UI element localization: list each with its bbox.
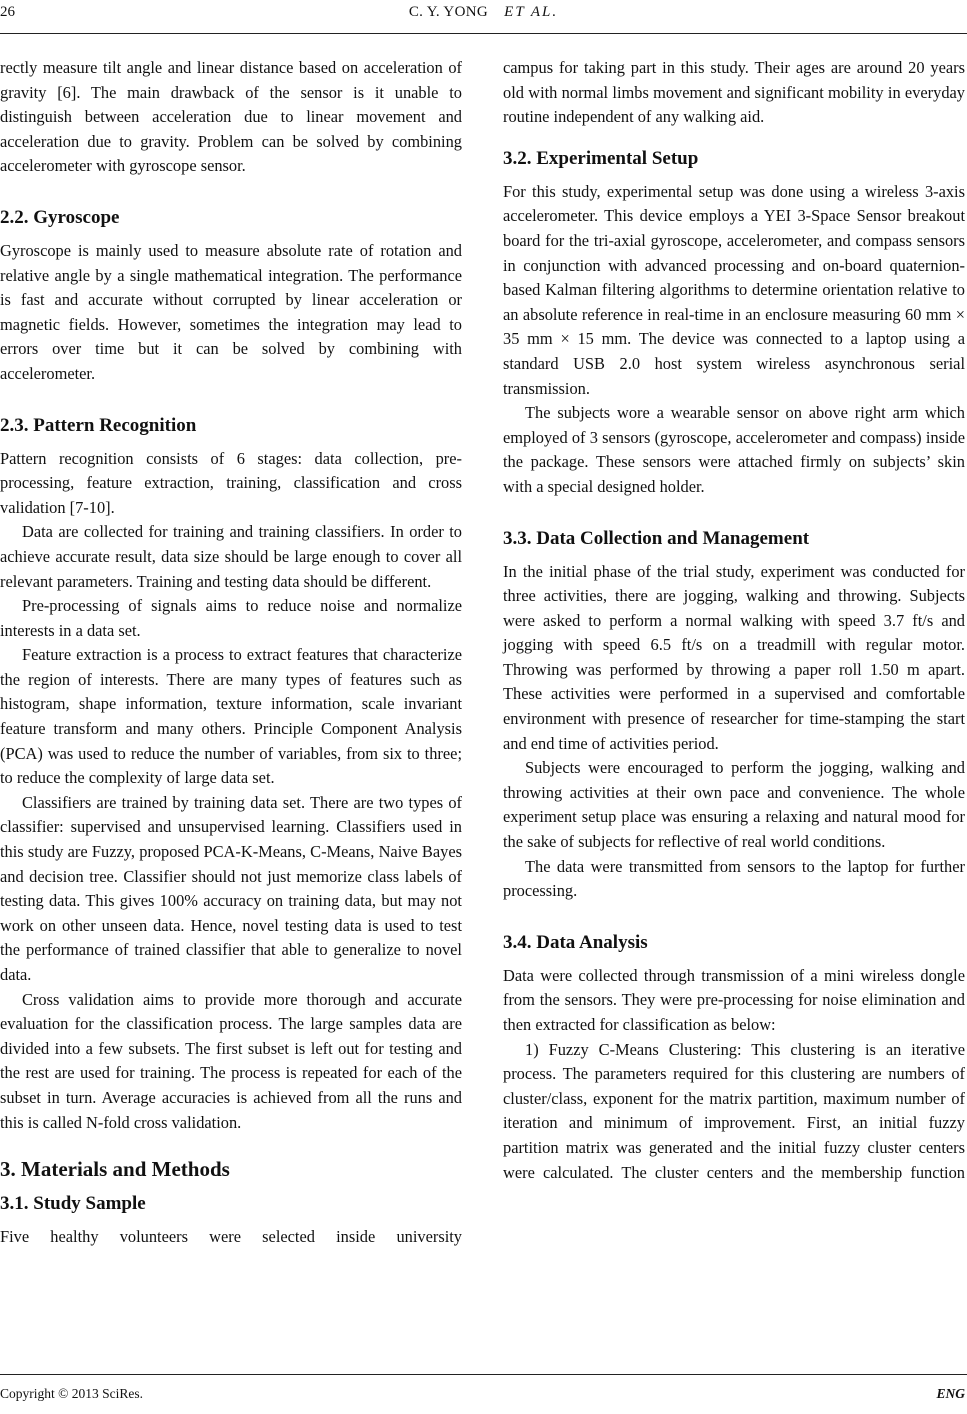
left-column [0,56,462,1250]
paragraph-intro: rectly measure tilt angle and linear distance based on acceleration of gravity [6]. The main drawback of the sensor is it unable to distinguish between acceleration due to linear movement and acceleration due to gravity. Problem can be solved by combining accelerometer with gyroscope sensor. [0,58,462,176]
journal-abbreviation: ENG [936,1386,965,1401]
heading-experimental-setup: 3.2. Experimental Setup [503,147,699,169]
page-number: 26 [0,4,15,20]
paragraph-pattern-1: Pattern recognition consists of 6 stages: data collection, pre-processing, feature extraction, training, classification and cross validation [7-10]. [0,448,462,517]
paragraph-pattern-3: Pre-processing of signals aims to reduce noise and normalize interests in a data set. [0,596,462,640]
paragraph-pattern-4: Feature extraction is a process to extract features that characterize the region of interests. There are many types of features such as histogram, shape information, texture information, scale invariant feature transform and many others. Principle Component Analysis (PCA) was used to reduce the number of variables, from six to three; to reduce the complexity of large data set. [0,645,462,788]
paragraph-analysis-2: 1) Fuzzy C-Means Clustering: This clustering is an iterative process. The parameters required for this clustering are numbers of cluster/class, exponent for the matrix partition, maximum number of iteration and minimum of improvement. First, an initial fuzzy partition matrix was generated and the initial fuzzy cluster centers were calculated. The cluster centers and the membership function [503,1039,965,1182]
heading-study-sample: 3.1. Study Sample [0,1193,146,1215]
paragraph-pattern-2: Data are collected for training and training classifiers. In order to achieve accurate result, data size should be large enough to cover all relevant parameters. Training and testing data should be different. [0,522,462,591]
running-head-etal: ET AL. [504,4,559,20]
right-column [503,56,965,1185]
paragraph-setup-2: The subjects wore a wearable sensor on above right arm which employed of 3 sensors (gyroscope, accelerometer and compass) inside the package. These sensors were attached firmly on subjects’ skin with a special designed holder. [503,403,965,496]
footer-rule [0,1374,967,1375]
heading-pattern-recognition: 2.3. Pattern Recognition [0,414,197,436]
heading-gyroscope: 2.2. Gyroscope [0,206,120,228]
running-head [0,4,967,21]
paragraph-analysis-1: Data were collected through transmission of a mini wireless dongle from the sensors. They were pre-processing for noise elimination and then extracted for classification as below: [503,965,965,1034]
heading-data-analysis: 3.4. Data Analysis [503,931,648,953]
heading-data-collection: 3.3. Data Collection and Management [503,527,810,549]
paragraph-pattern-6: Cross validation aims to provide more thorough and accurate evaluation for the classification process. The large samples data are divided into a few subsets. The first subset is left out for testing and the rest are used for training. The process is repeated for each of the subset in turn. Average accuracies is achieved from all the runs and this is called N-fold cross validation. [0,989,462,1132]
copyright-notice: Copyright © 2013 SciRes. [0,1386,144,1401]
running-head-authors: C. Y. YONG [408,4,488,20]
paragraph-collection-2: Subjects were encouraged to perform the jogging, walking and throwing activities at their own pace and convenience. The whole experiment setup place was ensuring a relaxing and natural mood for the sake of subjects for reflective of real world conditions. [503,758,965,852]
paragraph-setup-1: For this study, experimental setup was done using a wireless 3-axis accelerometer. This device employs a YEI 3-Space Sensor breakout board for the tri-axial gyroscope, accelerometer, and compass sensors in conjunction with advanced processing and on-board quaternion-based Kalman filtering algorithms to determine orientation relative to an absolute reference in real-time in an enclosure measuring 60 mm × 35 mm × 15 mm. The device was connected to a laptop using a standard USB 2.0 host system wireless asynchronous serial transmission. [503,181,965,398]
paragraph-study-sample-cont: campus for taking part in this study. Their ages are around 20 years old with normal limbs movement and significant mobility in everyday routine independent of any walking aid. [503,58,965,127]
paragraph-study-sample: Five healthy volunteers were selected inside university [0,1227,462,1247]
paragraph-collection-3: The data were transmitted from sensors to the laptop for further processing. [503,856,965,901]
heading-materials-methods: 3. Materials and Methods [0,1157,230,1182]
paragraph-collection-1: In the initial phase of the trial study, experiment was conducted for three activities, there are jogging, walking and throwing. Subjects were asked to perform a normal walking with speed 3.7 ft/s and jogging with speed 6.5 ft/s on a treadmill with regular motor. Throwing was performed by throwing a paper roll 1.50 m apart. These activities were performed in a supervised and comfortable environment with presence of researcher for time-stamping the start and end time of activities period. [503,561,965,753]
paragraph-gyroscope: Gyroscope is mainly used to measure absolute rate of rotation and relative angle by a single mathematical integration. The performance is fast and accurate without corrupted by linear acceleration or magnetic fields. However, sometimes the integration may lead to errors over time but it can be solved by combining with accelerometer. [0,240,462,383]
paragraph-pattern-5: Classifiers are trained by training data set. There are two types of classifier: supervised and unsupervised learning. Classifiers used in this study are Fuzzy, proposed PCA-K-Means, C-Means, Naive Bayes and decision tree. Classifier should not just memorize class labels of testing data. This gives 100% accuracy on training data, but may not work on other unseen data. Hence, novel testing data is used to test the performance of trained classifier that able to generalize to novel data. [0,792,462,984]
header-rule [0,33,967,34]
